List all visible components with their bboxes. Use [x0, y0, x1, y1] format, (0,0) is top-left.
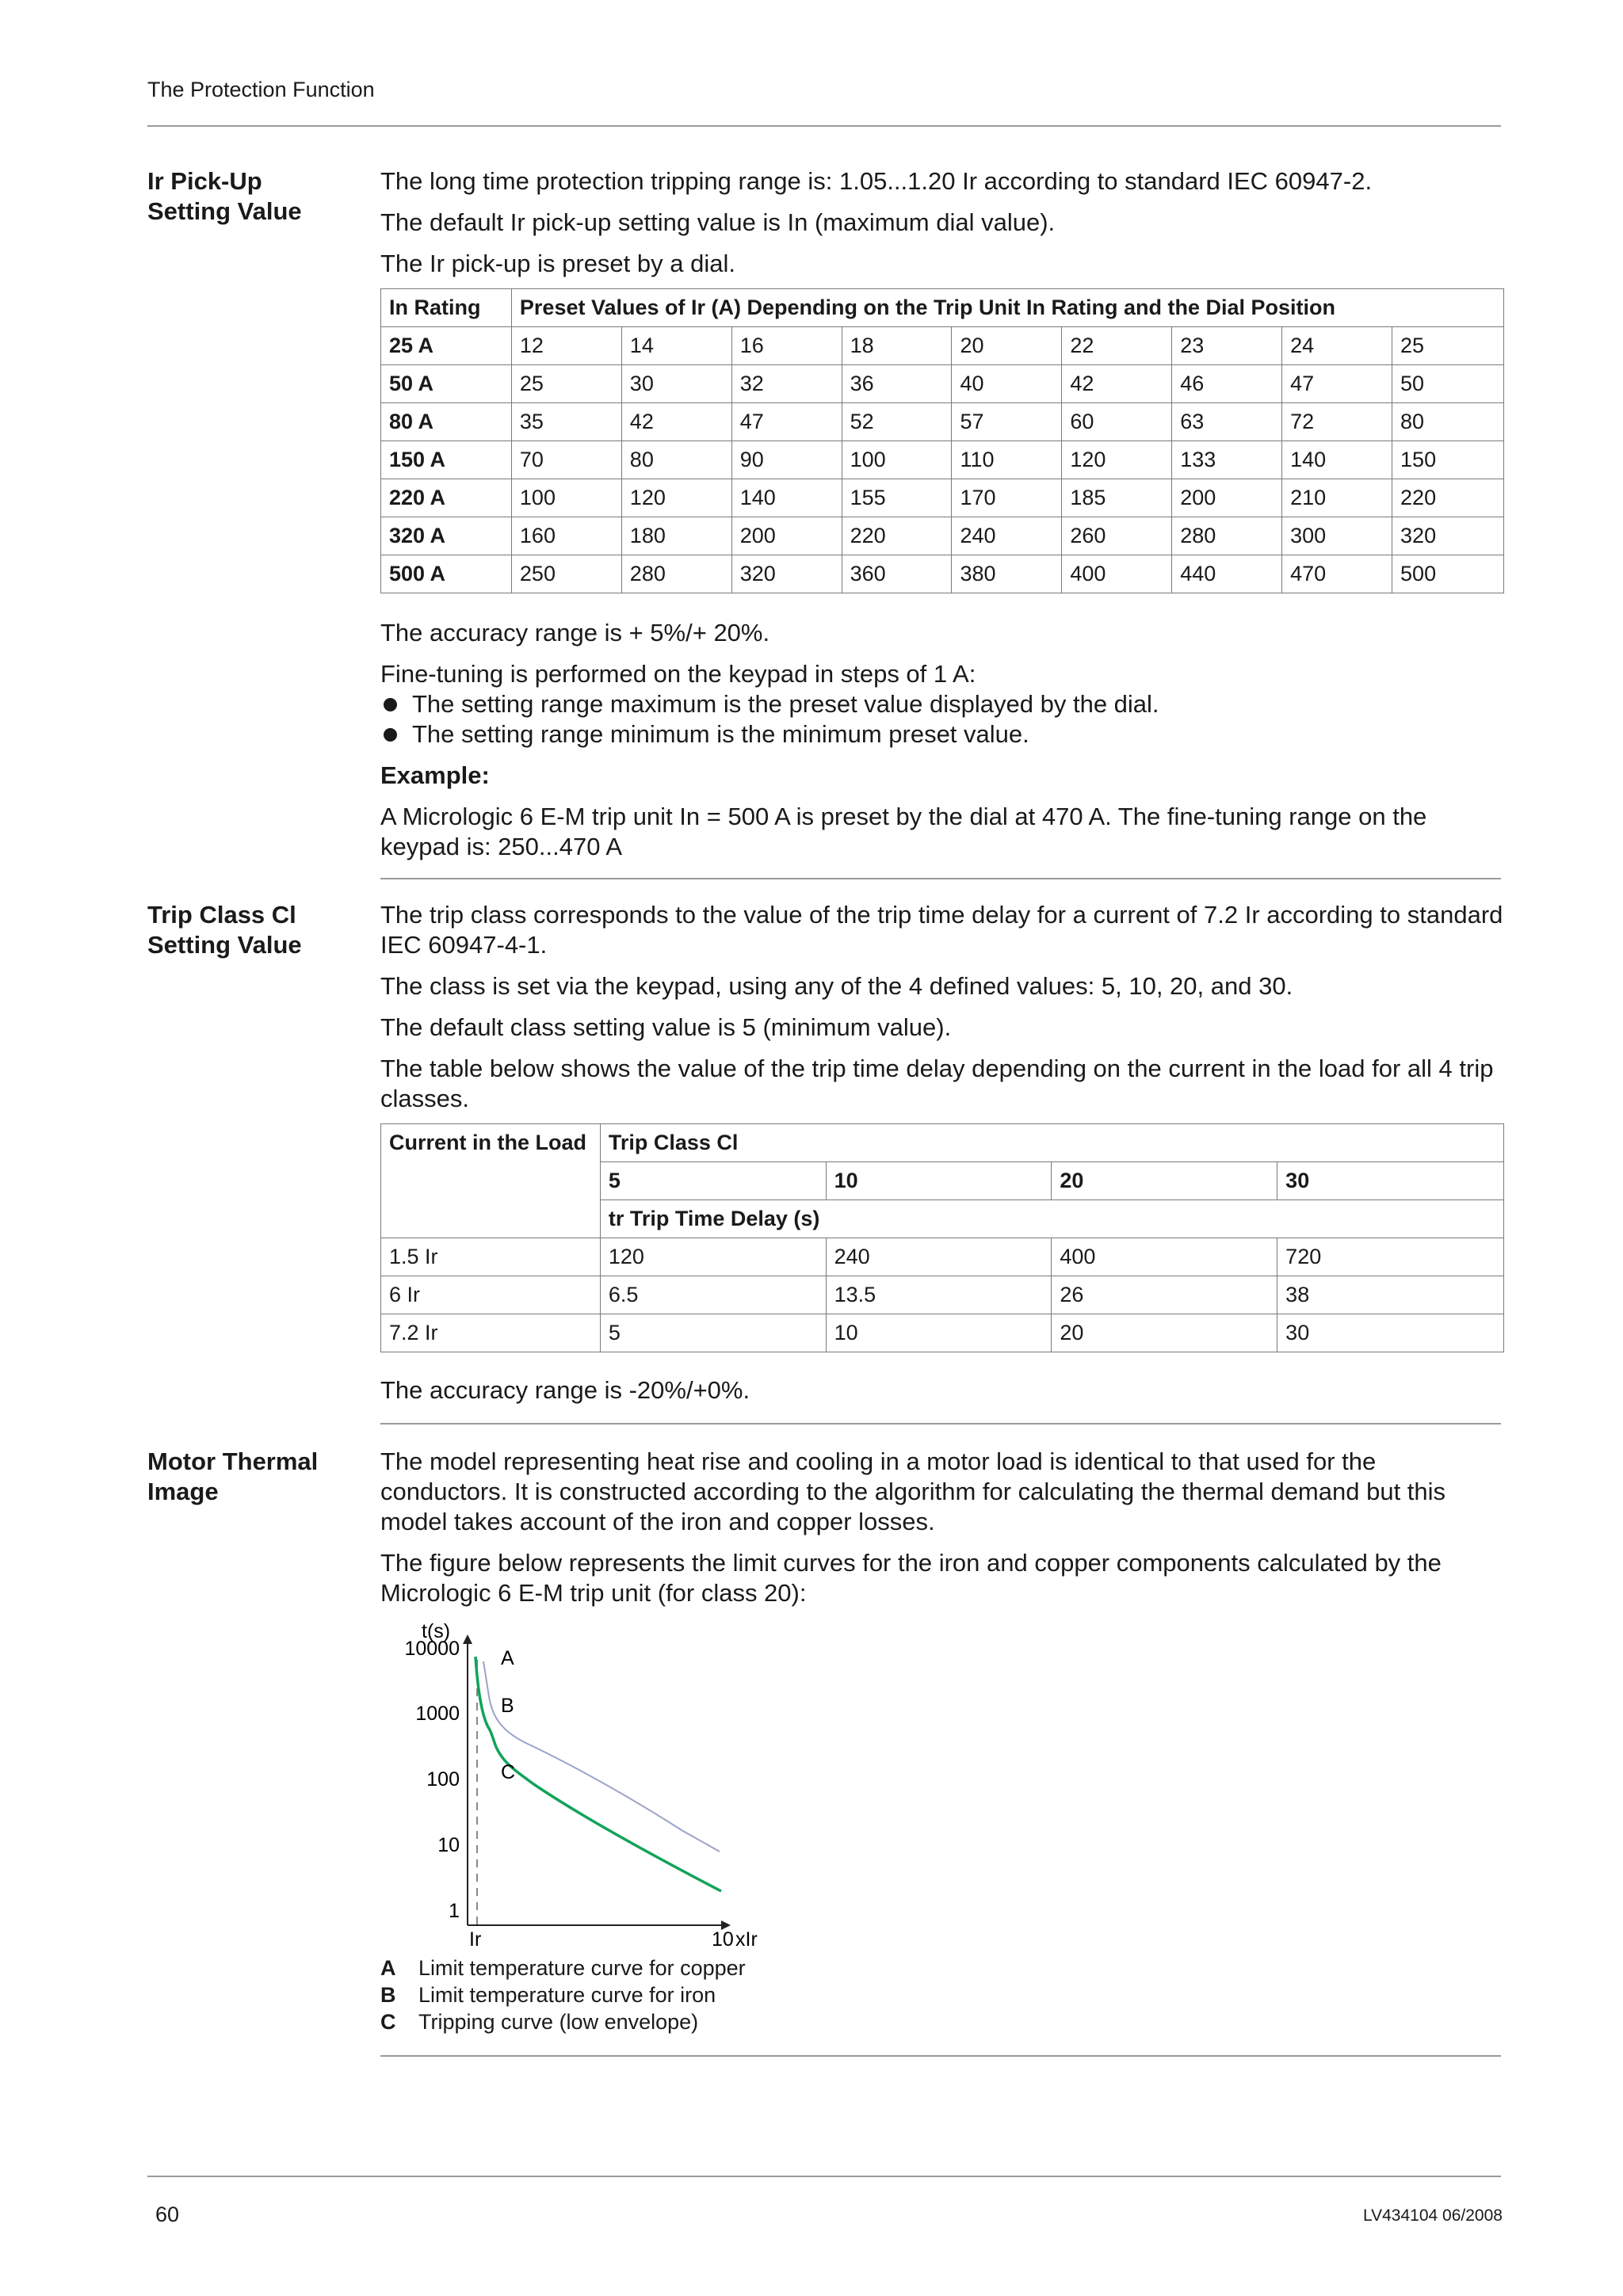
table-cell: 400	[1052, 1238, 1277, 1276]
table-cell: 7.2 Ir	[381, 1314, 601, 1352]
y-tick-label: 1000	[415, 1703, 460, 1725]
table-cell: 42	[621, 403, 731, 441]
table-cell: 14	[621, 327, 731, 365]
table-cell: 24	[1282, 327, 1392, 365]
table-cell: 360	[842, 555, 952, 593]
table-cell: 63	[1172, 403, 1282, 441]
paragraph: The table below shows the value of the trip time delay depending on the current in the load for all 4 trip classes.	[380, 1055, 1494, 1112]
y-tick-label: 10	[437, 1834, 460, 1856]
header-rule	[147, 125, 1501, 127]
section-title-line: Setting Value	[147, 931, 302, 959]
table-cell: 280	[1172, 517, 1282, 555]
table-cell: 72	[1282, 403, 1392, 441]
table-cell: 160	[511, 517, 621, 555]
legend-item	[380, 1955, 746, 1981]
table-header-cell: Trip Class Cl	[600, 1124, 1503, 1162]
example-heading: Example:	[380, 761, 490, 789]
table-header-row	[381, 289, 1504, 327]
table-cell: 6 Ir	[381, 1276, 601, 1314]
legend-key: C	[380, 2010, 396, 2034]
paragraph: The model representing heat rise and cooling in a motor load is identical to that used for the conductors. It is constructed according to the algorithm for calculating the thermal demand but this model takes account of the iron and copper losses.	[380, 1447, 1446, 1535]
paragraph: The default Ir pick-up setting value is In (maximum dial value).	[380, 208, 1056, 236]
bullet-list	[380, 689, 1506, 749]
section-title-line: Ir Pick-Up	[147, 167, 262, 195]
trip-after-table	[380, 1375, 1506, 1417]
table-row	[381, 1238, 1504, 1276]
table-cell: 25	[511, 365, 621, 403]
table-cell: 47	[731, 403, 842, 441]
table-cell: 80	[1392, 403, 1504, 441]
table-cell: 50	[1392, 365, 1504, 403]
legend-key: B	[380, 1983, 396, 2007]
table-cell: 46	[1172, 365, 1282, 403]
list-item	[380, 689, 1506, 719]
table-header-cell: 5	[600, 1162, 826, 1200]
section-title-line: Setting Value	[147, 197, 302, 225]
table-cell: 150 A	[381, 441, 512, 479]
table-cell: 80	[621, 441, 731, 479]
table-cell: 320 A	[381, 517, 512, 555]
paragraph: The accuracy range is -20%/+0%.	[380, 1376, 750, 1404]
table-cell: 32	[731, 365, 842, 403]
table-cell: 380	[952, 555, 1062, 593]
legend-item	[380, 2008, 746, 2035]
table-row	[381, 479, 1504, 517]
table-cell: 10	[826, 1314, 1052, 1352]
paragraph: The long time protection tripping range is: 1.05...1.20 Ir according to standard IEC 60947-2.	[380, 167, 1373, 195]
y-axis-arrow-icon	[463, 1634, 472, 1644]
table-cell: 133	[1172, 441, 1282, 479]
x-tick-label: 10	[712, 1928, 734, 1951]
table-row	[381, 1314, 1504, 1352]
table-cell: 26	[1052, 1276, 1277, 1314]
table-cell: 25 A	[381, 327, 512, 365]
table-cell: 90	[731, 441, 842, 479]
table-cell: 110	[952, 441, 1062, 479]
table-cell: 440	[1172, 555, 1282, 593]
section-title-line: Trip Class Cl	[147, 901, 296, 929]
running-header: The Protection Function	[147, 78, 375, 101]
table-cell: 320	[1392, 517, 1504, 555]
x-axis-unit: xIr	[735, 1928, 758, 1951]
list-item-text: The setting range maximum is the preset value displayed by the dial.	[412, 690, 1159, 718]
table-cell: 140	[1282, 441, 1392, 479]
table-cell: 70	[511, 441, 621, 479]
table-cell: 80 A	[381, 403, 512, 441]
table-cell: 30	[1277, 1314, 1504, 1352]
table-row	[381, 365, 1504, 403]
paragraph: The class is set via the keypad, using any of the 4 defined values: 5, 10, 20, and 30.	[380, 972, 1293, 1000]
paragraph: The figure below represents the limit curves for the iron and copper components calculated by the Micrologic 6 E-M trip unit (for class 20):	[380, 1549, 1442, 1607]
section-title-ir-pickup	[147, 166, 346, 227]
table-cell: 20	[952, 327, 1062, 365]
table-cell: 42	[1062, 365, 1172, 403]
table-cell: 52	[842, 403, 952, 441]
table-cell: 5	[600, 1314, 826, 1352]
paragraph: The Ir pick-up is preset by a dial.	[380, 250, 735, 277]
table-row	[381, 517, 1504, 555]
list-item-text: The setting range minimum is the minimum preset value.	[412, 720, 1029, 748]
table-cell: 250	[511, 555, 621, 593]
page-number: 60	[155, 2203, 180, 2226]
table-cell: 185	[1062, 479, 1172, 517]
ir-preset-table	[380, 288, 1504, 593]
table-cell: 16	[731, 327, 842, 365]
table-cell: 22	[1062, 327, 1172, 365]
table-row	[381, 555, 1504, 593]
figure-legend	[380, 1955, 746, 2035]
table-cell: 200	[731, 517, 842, 555]
table-row	[381, 1276, 1504, 1314]
table-cell: 120	[600, 1238, 826, 1276]
table-cell: 140	[731, 479, 842, 517]
table-cell: 47	[1282, 365, 1392, 403]
ir-intro	[380, 166, 1506, 290]
ir-after-table	[380, 618, 1506, 873]
section-title-motor-thermal	[147, 1447, 346, 1507]
table-cell: 6.5	[600, 1276, 826, 1314]
table-cell: 220	[842, 517, 952, 555]
table-cell: 18	[842, 327, 952, 365]
section-title-trip-class	[147, 900, 346, 960]
table-cell: 260	[1062, 517, 1172, 555]
table-cell: 500 A	[381, 555, 512, 593]
bullet-icon	[384, 728, 397, 742]
limit-curve-a-b	[483, 1661, 720, 1852]
table-cell: 470	[1282, 555, 1392, 593]
bullet-icon	[384, 698, 397, 711]
table-cell: 180	[621, 517, 731, 555]
x-tick-label: Ir	[469, 1928, 482, 1951]
paragraph: A Micrologic 6 E-M trip unit In = 500 A is preset by the dial at 470 A. The fine-tuning range on the keypad is: 250...470 A	[380, 803, 1427, 860]
table-cell: 320	[731, 555, 842, 593]
table-cell: 38	[1277, 1276, 1504, 1314]
legend-key: A	[380, 1956, 396, 1980]
table-header-cell: In Rating	[381, 289, 512, 327]
table-cell: 30	[621, 365, 731, 403]
legend-text: Limit temperature curve for copper	[418, 1956, 746, 1980]
legend-text: Tripping curve (low envelope)	[418, 2010, 699, 2034]
section-divider	[380, 878, 1501, 879]
table-cell: 100	[842, 441, 952, 479]
table-cell: 13.5	[826, 1276, 1052, 1314]
table-header-cell: tr Trip Time Delay (s)	[600, 1200, 1503, 1238]
table-cell: 170	[952, 479, 1062, 517]
table-header-cell: 10	[826, 1162, 1052, 1200]
table-header-cell: Preset Values of Ir (A) Depending on the Trip Unit In Rating and the Dial Position	[511, 289, 1503, 327]
table-cell: 280	[621, 555, 731, 593]
table-row	[381, 403, 1504, 441]
document-reference: LV434104 06/2008	[1363, 2206, 1503, 2225]
paragraph: The trip class corresponds to the value of the trip time delay for a current of 7.2 Ir according to standard IEC 60947-4-1.	[380, 901, 1503, 959]
table-cell: 120	[621, 479, 731, 517]
table-cell: 40	[952, 365, 1062, 403]
table-cell: 220	[1392, 479, 1504, 517]
trip-intro	[380, 900, 1506, 1125]
table-cell: 300	[1282, 517, 1392, 555]
table-header-cell: Current in the Load	[381, 1124, 601, 1238]
table-cell: 400	[1062, 555, 1172, 593]
section-divider	[380, 1423, 1501, 1425]
section-title-line: Motor Thermal	[147, 1447, 319, 1475]
table-row	[381, 327, 1504, 365]
paragraph: The accuracy range is + 5%/+ 20%.	[380, 619, 770, 646]
section-divider	[380, 2055, 1501, 2057]
table-cell: 240	[952, 517, 1062, 555]
motor-intro	[380, 1447, 1506, 1619]
section-title-line: Image	[147, 1478, 219, 1505]
table-cell: 150	[1392, 441, 1504, 479]
table-cell: 20	[1052, 1314, 1277, 1352]
footer-rule	[147, 2176, 1501, 2177]
y-tick-label: 10000	[404, 1638, 460, 1660]
table-cell: 100	[511, 479, 621, 517]
table-cell: 57	[952, 403, 1062, 441]
paragraph: Fine-tuning is performed on the keypad in steps of 1 A:	[380, 660, 976, 688]
table-header-cell: 20	[1052, 1162, 1277, 1200]
table-cell: 120	[1062, 441, 1172, 479]
trip-class-table	[380, 1123, 1504, 1352]
table-row	[381, 441, 1504, 479]
table-cell: 35	[511, 403, 621, 441]
y-axis-unit: t(s)	[422, 1620, 451, 1642]
legend-text: Limit temperature curve for iron	[418, 1983, 716, 2007]
table-cell: 1.5 Ir	[381, 1238, 601, 1276]
table-cell: 60	[1062, 403, 1172, 441]
table-cell: 36	[842, 365, 952, 403]
table-cell: 220 A	[381, 479, 512, 517]
thermal-curves-figure	[372, 1612, 785, 1953]
curve-label-c: C	[501, 1761, 516, 1783]
table-header-row	[381, 1124, 1504, 1162]
table-header-cell: 30	[1277, 1162, 1504, 1200]
table-cell: 500	[1392, 555, 1504, 593]
y-tick-label: 1	[449, 1900, 460, 1922]
curve-label-b: B	[501, 1695, 514, 1717]
table-cell: 155	[842, 479, 952, 517]
table-cell: 12	[511, 327, 621, 365]
table-cell: 240	[826, 1238, 1052, 1276]
table-cell: 25	[1392, 327, 1504, 365]
legend-item	[380, 1981, 746, 2008]
paragraph: The default class setting value is 5 (minimum value).	[380, 1013, 952, 1041]
table-cell: 210	[1282, 479, 1392, 517]
curve-label-a: A	[501, 1647, 514, 1669]
list-item	[380, 719, 1506, 749]
table-cell: 50 A	[381, 365, 512, 403]
table-cell: 720	[1277, 1238, 1504, 1276]
table-cell: 23	[1172, 327, 1282, 365]
y-tick-label: 100	[426, 1768, 460, 1791]
table-cell: 200	[1172, 479, 1282, 517]
